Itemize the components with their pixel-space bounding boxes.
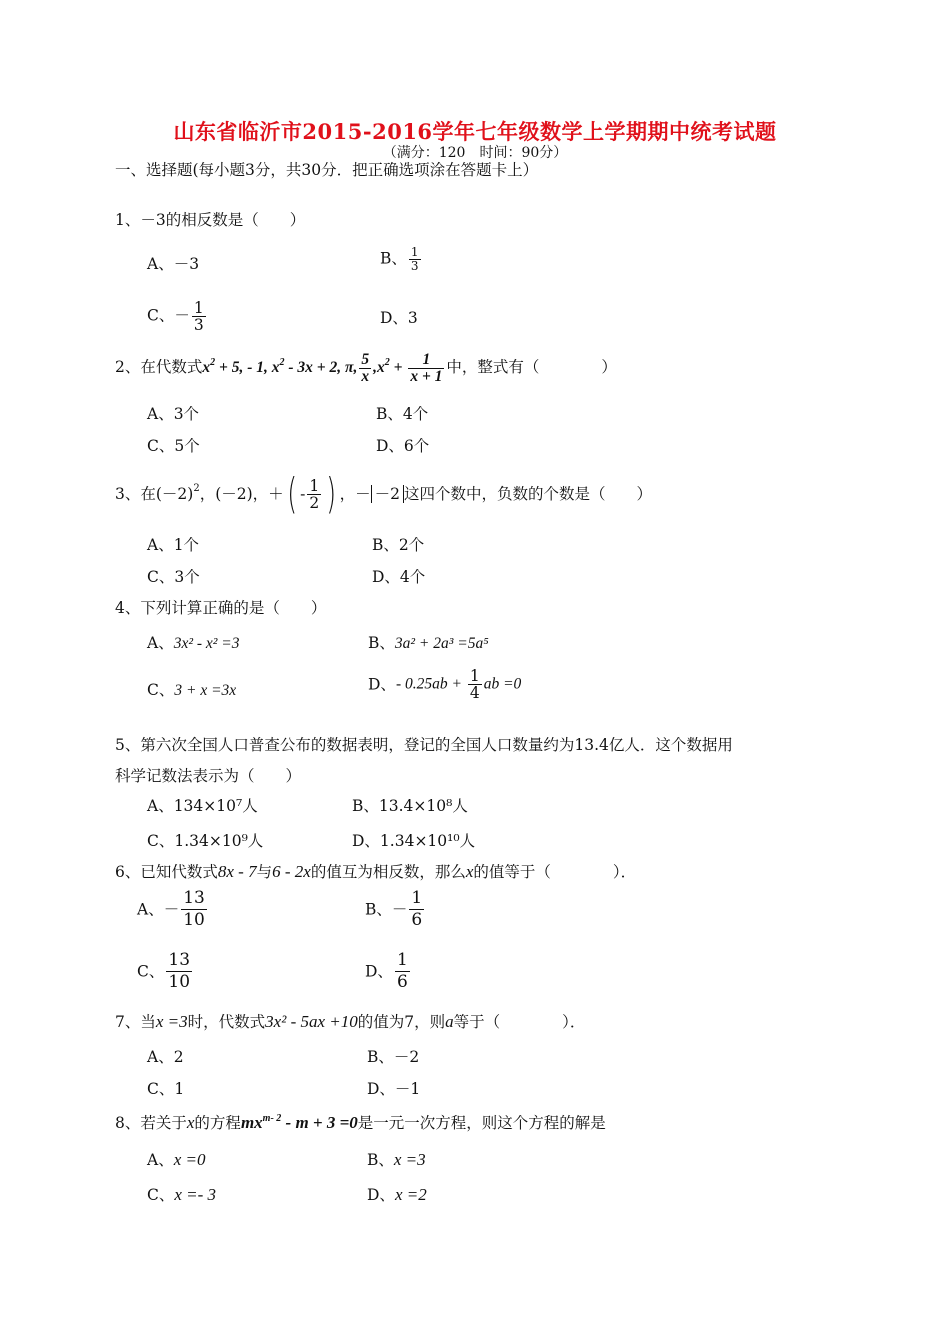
math-term: mx (240, 1113, 263, 1132)
math-var: x (305, 359, 313, 377)
fraction-numerator: 1 (309, 476, 320, 495)
option-label: C、 (137, 962, 165, 981)
math-term: + 2, (312, 359, 346, 377)
question-3-stem (115, 469, 652, 518)
question-2-option-a: A、3个 (147, 405, 200, 423)
question-8-option-a (147, 1150, 205, 1170)
question-7-option-b: B、－2 (367, 1048, 420, 1066)
page-subtitle: （满分：120 时间：90分） (382, 145, 568, 161)
fraction-denominator: 6 (396, 972, 408, 992)
question-6-option-b (365, 888, 426, 931)
option-label: D、 (367, 1186, 395, 1204)
question-7-option-a: A、2 (147, 1048, 184, 1066)
stem-text: ，－ (339, 485, 371, 503)
stem-text: 的方程 (194, 1114, 241, 1132)
math-expression: x =- 3 (174, 1185, 217, 1204)
option-label: B、 (368, 634, 395, 652)
stem-text: 等于（ ）． (453, 1013, 586, 1031)
option-label: D、 (365, 962, 393, 981)
fraction (395, 950, 410, 993)
math-term: - 3 (284, 359, 306, 377)
absolute-value: －2 (371, 485, 404, 503)
option-label: A、 (147, 634, 174, 652)
stem-text: 的值互为相反数，那么 (310, 863, 466, 881)
question-1-option-c (147, 300, 208, 333)
math-expression: 3x² - x² =3 (173, 635, 240, 652)
fraction-numerator: 5 (361, 351, 370, 368)
math-expression: 6 - 2x (272, 862, 311, 881)
stem-text: 是一元一次方程，则这个方程的解是 (357, 1114, 606, 1132)
question-4-option-d (368, 668, 521, 701)
option-label: B、－ (365, 900, 408, 919)
math-expression: x =0 (173, 1150, 206, 1169)
math-expression: x =3 (155, 1012, 188, 1031)
question-4-option-b (368, 633, 489, 654)
stem-text: 的值等于（ ）． (473, 863, 637, 881)
page-title: 山东省临沂市2015-2016学年七年级数学上学期期中统考试题 (173, 119, 777, 144)
question-8-option-d (367, 1185, 427, 1205)
math-var: x (202, 359, 211, 377)
math-var: x (271, 359, 280, 377)
question-8-stem (115, 1113, 606, 1133)
fraction (359, 352, 371, 385)
question-4-stem: 4、下列计算正确的是（ ） (115, 599, 327, 617)
fraction-numerator: 13 (183, 888, 205, 908)
stem-text: 的值为7，则 (357, 1013, 446, 1031)
exponent: m- 2 (262, 1113, 282, 1124)
question-5-option-c: C、1.34×10⁹人 (147, 832, 264, 850)
exponent: 2 (210, 357, 216, 369)
option-label: C、 (147, 1186, 175, 1204)
fraction (166, 950, 192, 993)
question-5-stem-line-1: 5、第六次全国人口普查公布的数据表明，登记的全国人口数量约为13.4亿人．这个数据用 (115, 736, 733, 754)
question-5-option-a: A、134×10⁷人 (147, 797, 258, 815)
math-sign: - (300, 485, 306, 503)
question-3-option-c: C、3个 (147, 568, 200, 586)
section-heading: 一、选择题(每小题3分，共30分．把正确选项涂在答题卡上） (115, 161, 539, 179)
stem-text: 8、若关于 (115, 1114, 187, 1132)
math-pi: π (345, 359, 354, 377)
fraction-numerator: 1 (193, 299, 204, 317)
math-comma: , (353, 359, 358, 377)
fraction (181, 888, 207, 931)
question-2-option-c: C、5个 (147, 437, 200, 455)
question-8-option-c (147, 1185, 216, 1205)
math-expression: 3a² + 2a³ =5a⁵ (394, 635, 489, 652)
stem-text: 中，整式有（ ） (446, 358, 617, 377)
math-expression: - 0.25ab + (395, 675, 466, 693)
math-expression: 8x - 7 (217, 862, 257, 881)
math-var: a (445, 1012, 454, 1031)
math-term: + (389, 359, 407, 377)
stem-text: 7、当 (115, 1013, 156, 1031)
stem-text: 6、已知代数式 (115, 863, 218, 881)
math-term: + 5, - 1, (215, 359, 272, 377)
question-3-option-b: B、2个 (372, 536, 425, 554)
fraction-denominator: 3 (410, 259, 419, 273)
question-3-option-d: D、4个 (372, 568, 426, 586)
question-7-option-d: D、－1 (367, 1080, 421, 1098)
right-paren: ) (326, 469, 337, 518)
fraction-numerator: 1 (469, 667, 480, 685)
question-7-option-c: C、1 (147, 1080, 185, 1098)
stem-text: 2、在代数式 (115, 358, 203, 377)
math-expression (202, 351, 446, 385)
fraction-numerator: 13 (168, 950, 191, 970)
question-6-option-c (137, 950, 194, 993)
math-expression: 3x² - 5ax +10 (265, 1012, 358, 1031)
left-paren: ( (286, 469, 297, 518)
fraction-numerator: 1 (411, 888, 423, 908)
fraction-denominator: x (361, 368, 370, 385)
fraction-denominator: 4 (469, 684, 480, 702)
stem-text: 这四个数中，负数的个数是（ ） (403, 485, 652, 503)
fraction-denominator: 6 (411, 910, 423, 930)
question-1-option-b (380, 246, 423, 273)
option-label: B、 (380, 249, 407, 268)
question-1-stem: 1、－3的相反数是（ ） (115, 211, 306, 229)
math-var: x (376, 359, 385, 377)
math-expression: x =2 (394, 1185, 427, 1204)
fraction-numerator: 1 (396, 950, 408, 970)
math-expression: ab =0 (483, 675, 522, 693)
stem-text: ，(－2)，＋ (199, 485, 284, 503)
option-label: B、 (367, 1151, 394, 1169)
question-5-option-d: D、1.34×10¹⁰人 (352, 832, 476, 850)
question-7-stem (115, 1012, 585, 1032)
math-expression: 3 + x =3x (174, 682, 237, 699)
question-4-option-a (147, 633, 240, 654)
stem-text: 与 (256, 863, 273, 881)
fraction-numerator: 1 (408, 352, 444, 369)
exponent: 2 (279, 357, 285, 369)
fraction-denominator: 3 (193, 316, 204, 334)
question-6-stem (115, 862, 636, 882)
math-var: x (465, 862, 474, 881)
math-term: - m + 3 =0 (281, 1113, 358, 1132)
math-expression: x =3 (393, 1150, 426, 1169)
question-1-option-d: D、3 (380, 309, 418, 327)
option-label: C、－ (147, 306, 190, 325)
stem-text: 3、在(－2) (115, 485, 194, 503)
fraction (468, 668, 482, 701)
fraction (409, 888, 424, 931)
fraction (409, 246, 421, 273)
question-8-option-b (367, 1150, 426, 1170)
question-3-option-a: A、1个 (147, 536, 200, 554)
question-2-stem (115, 352, 617, 385)
exponent: 2 (384, 357, 390, 369)
question-5-option-b: B、13.4×10⁸人 (352, 797, 468, 815)
fraction-denominator: 10 (183, 910, 205, 930)
math-comma: , (373, 359, 377, 377)
question-6-option-a (137, 888, 209, 931)
fraction (307, 478, 321, 511)
exponent: 2 (193, 483, 200, 494)
question-2-option-d: D、6个 (376, 437, 430, 455)
fraction-numerator: 1 (410, 245, 419, 259)
option-label: D、 (368, 675, 396, 694)
question-1-option-a: A、－3 (147, 255, 200, 273)
option-label: A、－ (137, 900, 180, 919)
option-label: A、 (147, 1151, 174, 1169)
question-6-option-d (365, 950, 412, 993)
option-label: C、 (147, 681, 175, 699)
question-2-option-b: B、4个 (376, 405, 429, 423)
math-var: x (186, 1113, 195, 1132)
fraction (408, 352, 444, 385)
fraction-denominator: x + 1 (410, 368, 443, 385)
fraction-denominator: 2 (309, 493, 320, 512)
question-5-stem-line-2: 科学记数法表示为（ ） (115, 767, 302, 785)
stem-text: 时，代数式 (187, 1013, 266, 1031)
math-expression (241, 1113, 358, 1132)
fraction (192, 300, 206, 333)
question-4-option-c (147, 680, 236, 701)
fraction-denominator: 10 (168, 972, 191, 992)
